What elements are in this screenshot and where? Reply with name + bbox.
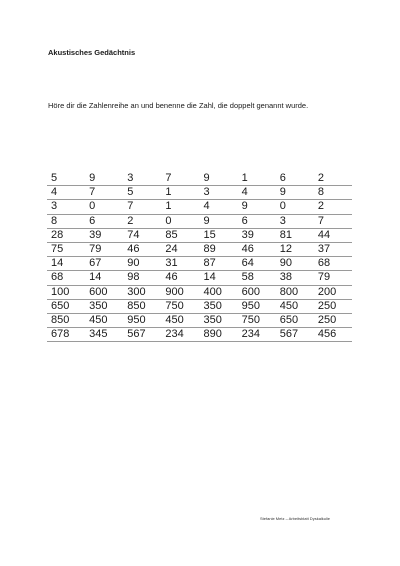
- table-cell: 68: [47, 271, 85, 285]
- table-cell: 567: [123, 328, 161, 342]
- table-cell: 3: [123, 172, 161, 186]
- table-cell: 250: [314, 313, 352, 327]
- table-cell: 2: [314, 172, 352, 186]
- table-cell: 87: [200, 257, 238, 271]
- table-cell: 31: [161, 257, 199, 271]
- table-cell: 950: [123, 313, 161, 327]
- footer-credit: Stefanie Metz – Arbeitsblatt Dyskalkulie: [260, 516, 331, 521]
- table-cell: 75: [47, 242, 85, 256]
- table-cell: 1: [161, 186, 199, 200]
- table-cell: 46: [161, 271, 199, 285]
- table-cell: 7: [314, 214, 352, 228]
- table-cell: 46: [238, 242, 276, 256]
- table-cell: 8: [314, 186, 352, 200]
- table-cell: 1: [238, 172, 276, 186]
- table-row: [47, 271, 352, 285]
- table-row: [47, 313, 352, 327]
- table-cell: 8: [47, 214, 85, 228]
- table-cell: 24: [161, 242, 199, 256]
- table-cell: 250: [314, 299, 352, 313]
- table-row: [47, 257, 352, 271]
- table-row: [47, 172, 352, 186]
- table-cell: 5: [123, 186, 161, 200]
- table-cell: 6: [238, 214, 276, 228]
- table-cell: 6: [85, 214, 123, 228]
- table-cell: 7: [85, 186, 123, 200]
- table-cell: 89: [200, 242, 238, 256]
- worksheet-title: Akustisches Gedächtnis: [48, 48, 136, 57]
- table-cell: 9: [85, 172, 123, 186]
- table-cell: 234: [161, 328, 199, 342]
- table-cell: 750: [238, 313, 276, 327]
- table-cell: 450: [85, 313, 123, 327]
- table-cell: 456: [314, 328, 352, 342]
- table-row: [47, 228, 352, 242]
- table-cell: 450: [161, 313, 199, 327]
- table-cell: 98: [123, 271, 161, 285]
- table-cell: 300: [123, 285, 161, 299]
- table-cell: 0: [276, 200, 314, 214]
- instruction-text: Höre dir die Zahlenreihe an und benenne die Zahl, die doppelt genannt wurde.: [48, 101, 309, 110]
- table-cell: 800: [276, 285, 314, 299]
- table-cell: 64: [238, 257, 276, 271]
- table-cell: 600: [85, 285, 123, 299]
- table-cell: 850: [123, 299, 161, 313]
- table-cell: 37: [314, 242, 352, 256]
- table-row: [47, 200, 352, 214]
- table-cell: 46: [123, 242, 161, 256]
- table-cell: 400: [200, 285, 238, 299]
- table-cell: 3: [47, 200, 85, 214]
- table-cell: 567: [276, 328, 314, 342]
- table-cell: 79: [314, 271, 352, 285]
- table-cell: 4: [238, 186, 276, 200]
- table-cell: 90: [123, 257, 161, 271]
- table-cell: 890: [200, 328, 238, 342]
- table-cell: 15: [200, 228, 238, 242]
- table-cell: 74: [123, 228, 161, 242]
- table-cell: 9: [200, 214, 238, 228]
- table-cell: 7: [161, 172, 199, 186]
- table-cell: 90: [276, 257, 314, 271]
- table-cell: 79: [85, 242, 123, 256]
- table-cell: 350: [85, 299, 123, 313]
- table-cell: 600: [238, 285, 276, 299]
- table-cell: 9: [200, 172, 238, 186]
- table-cell: 100: [47, 285, 85, 299]
- table-cell: 9: [238, 200, 276, 214]
- table-cell: 9: [276, 186, 314, 200]
- table-cell: 5: [47, 172, 85, 186]
- table-cell: 850: [47, 313, 85, 327]
- table-cell: 14: [200, 271, 238, 285]
- table-cell: 3: [200, 186, 238, 200]
- table-cell: 28: [47, 228, 85, 242]
- table-cell: 650: [47, 299, 85, 313]
- table-cell: 44: [314, 228, 352, 242]
- table-cell: 350: [200, 313, 238, 327]
- table-cell: 900: [161, 285, 199, 299]
- number-table: [47, 172, 352, 342]
- table-cell: 3: [276, 214, 314, 228]
- table-cell: 2: [123, 214, 161, 228]
- table-cell: 14: [85, 271, 123, 285]
- table-cell: 38: [276, 271, 314, 285]
- table-row: [47, 214, 352, 228]
- table-cell: 7: [123, 200, 161, 214]
- table-cell: 6: [276, 172, 314, 186]
- table-cell: 200: [314, 285, 352, 299]
- table-row: [47, 299, 352, 313]
- table-row: [47, 186, 352, 200]
- number-table-body: [47, 172, 352, 342]
- table-cell: 14: [47, 257, 85, 271]
- table-cell: 39: [85, 228, 123, 242]
- table-cell: 85: [161, 228, 199, 242]
- table-cell: 12: [276, 242, 314, 256]
- table-cell: 750: [161, 299, 199, 313]
- table-cell: 4: [47, 186, 85, 200]
- table-row: [47, 328, 352, 342]
- table-cell: 234: [238, 328, 276, 342]
- table-row: [47, 285, 352, 299]
- table-cell: 2: [314, 200, 352, 214]
- table-cell: 345: [85, 328, 123, 342]
- table-cell: 1: [161, 200, 199, 214]
- table-cell: 58: [238, 271, 276, 285]
- table-cell: 0: [85, 200, 123, 214]
- table-cell: 81: [276, 228, 314, 242]
- table-row: [47, 242, 352, 256]
- table-cell: 650: [276, 313, 314, 327]
- table-cell: 350: [200, 299, 238, 313]
- table-cell: 950: [238, 299, 276, 313]
- table-cell: 67: [85, 257, 123, 271]
- table-cell: 4: [200, 200, 238, 214]
- table-cell: 678: [47, 328, 85, 342]
- table-cell: 450: [276, 299, 314, 313]
- table-cell: 68: [314, 257, 352, 271]
- table-cell: 39: [238, 228, 276, 242]
- table-cell: 0: [161, 214, 199, 228]
